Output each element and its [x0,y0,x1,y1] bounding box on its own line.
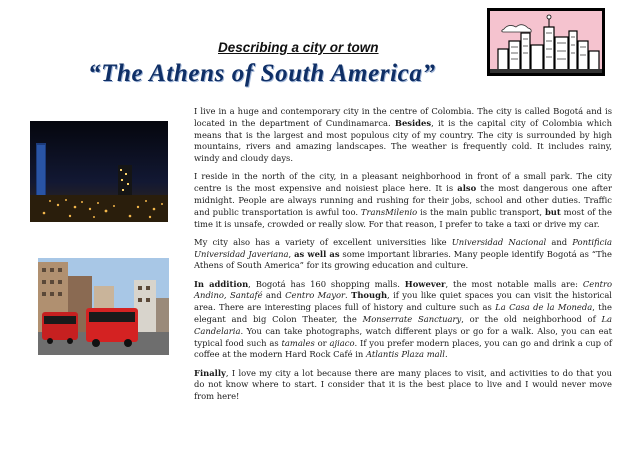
text: the most dangerous one after midnight. People are always running and rushing for their jobs, school and other duties. Traffic and public transportation is awful too. [194,183,612,217]
page-title: “The Athens of South America” [88,60,436,87]
text: some important libraries. Many people identify Bogotá as “The Athens of South America” for its growing education and culture. [194,248,613,271]
italic-text: Universidad Nacional [451,236,547,247]
city-skyline-icon [487,8,605,76]
text: . If you prefer modern places, you can go and drink a cup of coffee at the modern Hard Rock Café in [194,337,612,360]
text: , the most notable malls are: [445,278,583,289]
bold-text: However [404,278,446,289]
city-night-photo [30,121,168,222]
text: , or the old neighborhood of [461,313,602,324]
italic-text: Atlantis Plaza mall [365,349,445,360]
bold-text: Finally [194,367,226,378]
text: and [546,236,573,247]
italic-text: TransMilenio [360,206,418,217]
bold-text: Though [351,290,388,301]
text: and [262,290,286,301]
paragraph-4 [194,279,612,362]
text: . [445,349,448,360]
text: I live in a huge and contemporary city in the centre of Colombia. The city is called Bogotá and is located in the department of Cundinamarca. [194,106,612,128]
text: . You can take photographs, watch different plays or go for a walk. Also, you can eat typical food such as [194,325,612,348]
italic-text: La Candelaria [194,313,612,336]
city-street-bus-photo [38,258,169,355]
text: , I love my city a lot because there are many places to visit, and activities to do that you do not know where to start. I consider that it is the best place to live and I would never move from here! [194,367,612,402]
paragraph-1 [194,106,612,165]
italic-text: tamales [281,337,315,348]
paragraph-3 [194,237,612,272]
text: , the elegant and big Colon Theater, the [194,302,612,324]
text: , Bogotá has 160 shopping malls. [248,278,405,289]
bold-text: as well as [294,248,340,259]
text: , [288,248,295,259]
text: , it is the capital city of Colombia which means that is the largest and most populous city of my country. The city is surrounded by high mountains, rivers and amazing landscapes. The weather is frequently cold. It includes rainy, windy and cloudy days. [194,117,612,164]
italic-text: Centro Mayor [285,290,346,301]
paragraph-2 [194,171,612,230]
body-text [194,106,612,409]
italic-text: Monserrate Sanctuary [362,313,462,324]
text: . [345,290,352,301]
text: most of the time it is unsafe, crowded or really slow. For that reason, I prefer to take a taxi or drive my car. [194,206,612,229]
bold-text: Besides [394,117,432,128]
text: My city also has a variety of excellent universities like [194,236,452,247]
italic-text: Pontificia Universidad Javeriana [194,236,612,259]
bold-text: In addition [194,278,249,289]
italic-text: La Casa de la Moneda [495,302,593,313]
heading: Describing a city or town [218,40,379,55]
bold-text: also [457,183,477,194]
bold-text: but [544,206,561,217]
text: is the main public transport, [417,206,545,217]
text: , if you like quiet spaces you can visit the historical area. There are interesting places full of history and culture such as [194,290,612,313]
text: I reside in the north of the city, in a pleasant neighborhood in front of a small park. The city centre is the most expensive and noisiest place here. It is [194,171,612,194]
paragraph-5 [194,368,612,403]
text: or [314,337,330,348]
italic-text: ajiaco [329,337,355,348]
italic-text: Centro Andino, Santafé [194,278,612,301]
